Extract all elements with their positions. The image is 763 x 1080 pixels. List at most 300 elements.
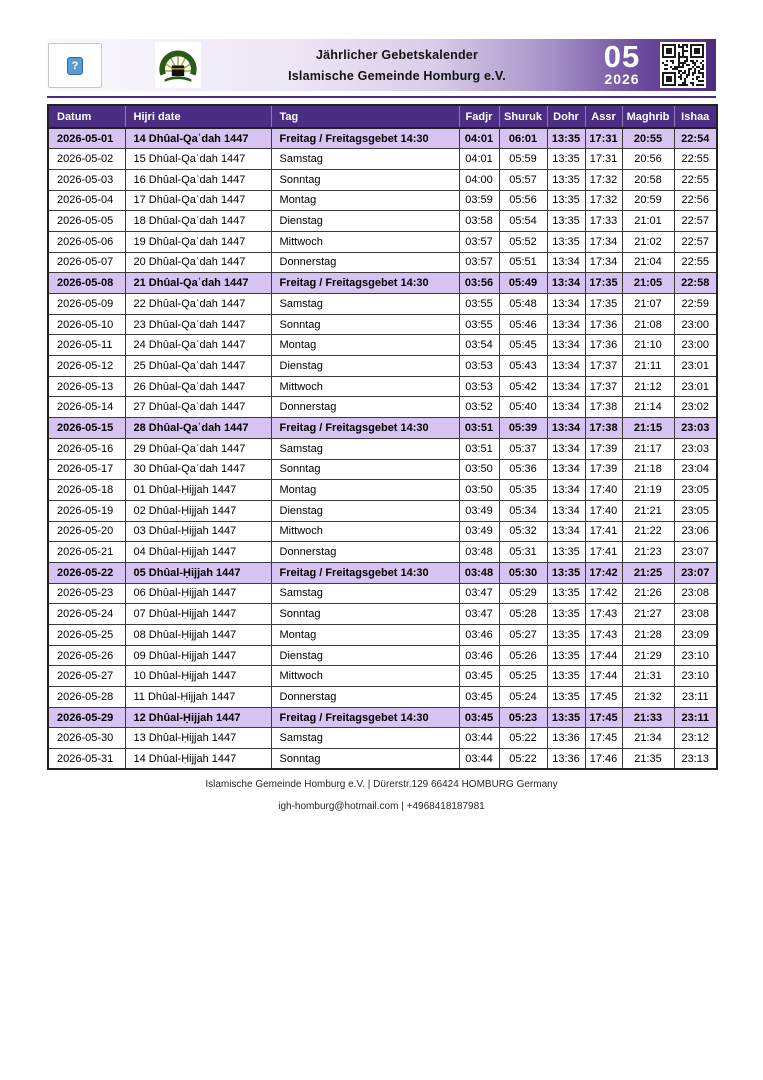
- cell-assr: 17:33: [585, 211, 622, 232]
- cell-maghrib: 21:11: [622, 356, 674, 377]
- cell-shuruk: 05:30: [499, 562, 547, 583]
- cell-dohr: 13:35: [547, 707, 585, 728]
- cell-datum: 2026-05-05: [48, 211, 125, 232]
- cell-maghrib: 21:35: [622, 749, 674, 770]
- cell-shuruk: 05:23: [499, 707, 547, 728]
- header-band: [47, 39, 716, 91]
- cell-shuruk: 05:54: [499, 211, 547, 232]
- mosque-logo-icon: [156, 43, 200, 87]
- year-number: 2026: [604, 71, 640, 87]
- cell-hijri: 06 Dhûal-Ḥijjah 1447: [125, 583, 271, 604]
- cell-ishaa: 23:08: [674, 604, 717, 625]
- cell-ishaa: 23:12: [674, 728, 717, 749]
- cell-fadjr: 03:56: [459, 273, 499, 294]
- cell-hijri: 22 Dhûal-Qaʿdah 1447: [125, 294, 271, 315]
- table-row: [48, 314, 717, 335]
- cell-fadjr: 03:51: [459, 438, 499, 459]
- cell-maghrib: 21:01: [622, 211, 674, 232]
- cell-tag: Freitag / Freitagsgebet 14:30: [271, 707, 459, 728]
- cell-fadjr: 04:01: [459, 128, 499, 149]
- cell-dohr: 13:34: [547, 480, 585, 501]
- cell-assr: 17:37: [585, 376, 622, 397]
- cell-hijri: 08 Dhûal-Ḥijjah 1447: [125, 625, 271, 646]
- cell-tag: Sonntag: [271, 314, 459, 335]
- cell-datum: 2026-05-13: [48, 376, 125, 397]
- cell-ishaa: 23:06: [674, 521, 717, 542]
- cell-tag: Freitag / Freitagsgebet 14:30: [271, 273, 459, 294]
- cell-shuruk: 05:25: [499, 666, 547, 687]
- table-row: [48, 728, 717, 749]
- cell-fadjr: 03:44: [459, 749, 499, 770]
- cell-fadjr: 03:53: [459, 376, 499, 397]
- table-row: [48, 397, 717, 418]
- cell-tag: Samstag: [271, 438, 459, 459]
- header-titles: [207, 39, 587, 91]
- cell-datum: 2026-05-21: [48, 542, 125, 563]
- cell-assr: 17:44: [585, 666, 622, 687]
- table-row: [48, 459, 717, 480]
- cell-datum: 2026-05-25: [48, 625, 125, 646]
- cell-datum: 2026-05-04: [48, 190, 125, 211]
- table-row: [48, 211, 717, 232]
- cell-ishaa: 23:05: [674, 480, 717, 501]
- cell-shuruk: 05:46: [499, 314, 547, 335]
- cell-tag: Freitag / Freitagsgebet 14:30: [271, 418, 459, 439]
- cell-hijri: 17 Dhûal-Qaʿdah 1447: [125, 190, 271, 211]
- cell-fadjr: 04:01: [459, 149, 499, 170]
- cell-fadjr: 03:55: [459, 294, 499, 315]
- cell-datum: 2026-05-26: [48, 645, 125, 666]
- cell-dohr: 13:34: [547, 252, 585, 273]
- table-row: [48, 645, 717, 666]
- cell-maghrib: 21:33: [622, 707, 674, 728]
- cell-dohr: 13:34: [547, 500, 585, 521]
- table-row: [48, 169, 717, 190]
- footer-address: Islamische Gemeinde Homburg e.V. | Dürerstr.129 66424 HOMBURG Germany: [205, 779, 558, 790]
- cell-dohr: 13:35: [547, 149, 585, 170]
- cell-fadjr: 03:44: [459, 728, 499, 749]
- table-row: [48, 583, 717, 604]
- cell-fadjr: 03:45: [459, 666, 499, 687]
- page-footer: [0, 779, 763, 812]
- cell-hijri: 23 Dhûal-Qaʿdah 1447: [125, 314, 271, 335]
- cell-shuruk: 05:37: [499, 438, 547, 459]
- cell-assr: 17:37: [585, 356, 622, 377]
- cell-maghrib: 21:25: [622, 562, 674, 583]
- cell-shuruk: 05:59: [499, 149, 547, 170]
- cell-ishaa: 22:55: [674, 252, 717, 273]
- cell-datum: 2026-05-23: [48, 583, 125, 604]
- missing-image-placeholder: [48, 43, 102, 88]
- header-divider: [47, 96, 716, 98]
- cell-fadjr: 03:45: [459, 687, 499, 708]
- cell-ishaa: 23:11: [674, 687, 717, 708]
- cell-shuruk: 05:56: [499, 190, 547, 211]
- cell-ishaa: 23:11: [674, 707, 717, 728]
- cell-shuruk: 05:49: [499, 273, 547, 294]
- cell-ishaa: 23:02: [674, 397, 717, 418]
- col-header-ishaa: Ishaa: [674, 105, 717, 128]
- cell-dohr: 13:34: [547, 356, 585, 377]
- cell-assr: 17:43: [585, 625, 622, 646]
- cell-fadjr: 04:00: [459, 169, 499, 190]
- cell-tag: Sonntag: [271, 604, 459, 625]
- cell-dohr: 13:35: [547, 604, 585, 625]
- cell-maghrib: 20:55: [622, 128, 674, 149]
- cell-hijri: 24 Dhûal-Qaʿdah 1447: [125, 335, 271, 356]
- cell-dohr: 13:34: [547, 376, 585, 397]
- cell-shuruk: 05:22: [499, 749, 547, 770]
- cell-dohr: 13:36: [547, 749, 585, 770]
- cell-hijri: 12 Dhûal-Ḥijjah 1447: [125, 707, 271, 728]
- cell-maghrib: 21:04: [622, 252, 674, 273]
- cell-tag: Samstag: [271, 583, 459, 604]
- cell-shuruk: 05:31: [499, 542, 547, 563]
- cell-ishaa: 22:55: [674, 169, 717, 190]
- cell-hijri: 29 Dhûal-Qaʿdah 1447: [125, 438, 271, 459]
- cell-ishaa: 23:05: [674, 500, 717, 521]
- cell-maghrib: 21:19: [622, 480, 674, 501]
- prayer-times-table: [47, 104, 718, 770]
- cell-tag: Samstag: [271, 149, 459, 170]
- cell-dohr: 13:34: [547, 294, 585, 315]
- cell-dohr: 13:34: [547, 459, 585, 480]
- cell-tag: Dienstag: [271, 500, 459, 521]
- cell-tag: Dienstag: [271, 645, 459, 666]
- table-header-row: [48, 105, 717, 128]
- cell-assr: 17:41: [585, 521, 622, 542]
- cell-tag: Dienstag: [271, 356, 459, 377]
- cell-datum: 2026-05-18: [48, 480, 125, 501]
- table-row: [48, 149, 717, 170]
- cell-hijri: 01 Dhûal-Ḥijjah 1447: [125, 480, 271, 501]
- cell-fadjr: 03:46: [459, 625, 499, 646]
- col-header-dohr: Dohr: [547, 105, 585, 128]
- cell-fadjr: 03:51: [459, 418, 499, 439]
- cell-dohr: 13:35: [547, 666, 585, 687]
- cell-maghrib: 21:18: [622, 459, 674, 480]
- cell-maghrib: 21:07: [622, 294, 674, 315]
- cell-ishaa: 23:08: [674, 583, 717, 604]
- cell-tag: Mittwoch: [271, 231, 459, 252]
- cell-assr: 17:38: [585, 397, 622, 418]
- cell-maghrib: 21:02: [622, 231, 674, 252]
- cell-shuruk: 05:57: [499, 169, 547, 190]
- cell-maghrib: 21:27: [622, 604, 674, 625]
- cell-fadjr: 03:45: [459, 707, 499, 728]
- cell-ishaa: 22:59: [674, 294, 717, 315]
- cell-shuruk: 05:28: [499, 604, 547, 625]
- prayer-table-body: [48, 128, 717, 769]
- table-row: [48, 687, 717, 708]
- cell-ishaa: 23:13: [674, 749, 717, 770]
- cell-datum: 2026-05-28: [48, 687, 125, 708]
- cell-maghrib: 20:59: [622, 190, 674, 211]
- cell-ishaa: 23:07: [674, 542, 717, 563]
- table-row: [48, 666, 717, 687]
- table-row: [48, 521, 717, 542]
- cell-dohr: 13:35: [547, 583, 585, 604]
- cell-hijri: 15 Dhûal-Qaʿdah 1447: [125, 149, 271, 170]
- table-row: [48, 562, 717, 583]
- cell-maghrib: 21:15: [622, 418, 674, 439]
- cell-maghrib: 21:23: [622, 542, 674, 563]
- cell-assr: 17:43: [585, 604, 622, 625]
- cell-dohr: 13:34: [547, 335, 585, 356]
- cell-assr: 17:45: [585, 687, 622, 708]
- cell-dohr: 13:35: [547, 128, 585, 149]
- cell-hijri: 11 Dhûal-Ḥijjah 1447: [125, 687, 271, 708]
- cell-tag: Mittwoch: [271, 666, 459, 687]
- table-row: [48, 500, 717, 521]
- cell-tag: Dienstag: [271, 211, 459, 232]
- cell-datum: 2026-05-30: [48, 728, 125, 749]
- cell-fadjr: 03:47: [459, 604, 499, 625]
- cell-shuruk: 05:40: [499, 397, 547, 418]
- cell-ishaa: 23:10: [674, 666, 717, 687]
- cell-tag: Montag: [271, 190, 459, 211]
- cell-maghrib: 21:21: [622, 500, 674, 521]
- cell-assr: 17:42: [585, 562, 622, 583]
- cell-fadjr: 03:58: [459, 211, 499, 232]
- cell-tag: Mittwoch: [271, 521, 459, 542]
- cell-shuruk: 05:45: [499, 335, 547, 356]
- cell-datum: 2026-05-17: [48, 459, 125, 480]
- cell-assr: 17:35: [585, 273, 622, 294]
- table-row: [48, 294, 717, 315]
- cell-dohr: 13:34: [547, 438, 585, 459]
- cell-dohr: 13:34: [547, 273, 585, 294]
- cell-datum: 2026-05-12: [48, 356, 125, 377]
- col-header-assr: Assr: [585, 105, 622, 128]
- col-header-maghrib: Maghrib: [622, 105, 674, 128]
- cell-hijri: 09 Dhûal-Ḥijjah 1447: [125, 645, 271, 666]
- cell-fadjr: 03:48: [459, 542, 499, 563]
- cell-tag: Donnerstag: [271, 542, 459, 563]
- cell-hijri: 14 Dhûal-Qaʿdah 1447: [125, 128, 271, 149]
- cell-datum: 2026-05-11: [48, 335, 125, 356]
- cell-datum: 2026-05-08: [48, 273, 125, 294]
- cell-fadjr: 03:54: [459, 335, 499, 356]
- cell-assr: 17:36: [585, 314, 622, 335]
- cell-shuruk: 05:51: [499, 252, 547, 273]
- cell-assr: 17:42: [585, 583, 622, 604]
- cell-datum: 2026-05-31: [48, 749, 125, 770]
- table-row: [48, 376, 717, 397]
- cell-fadjr: 03:46: [459, 645, 499, 666]
- table-row: [48, 335, 717, 356]
- cell-assr: 17:32: [585, 190, 622, 211]
- cell-dohr: 13:34: [547, 314, 585, 335]
- cell-fadjr: 03:50: [459, 459, 499, 480]
- mosque-logo: [155, 42, 201, 88]
- cell-ishaa: 23:04: [674, 459, 717, 480]
- cell-maghrib: 21:32: [622, 687, 674, 708]
- table-row: [48, 438, 717, 459]
- cell-tag: Freitag / Freitagsgebet 14:30: [271, 562, 459, 583]
- cell-datum: 2026-05-03: [48, 169, 125, 190]
- cell-maghrib: 21:31: [622, 666, 674, 687]
- cell-datum: 2026-05-02: [48, 149, 125, 170]
- cell-ishaa: 23:00: [674, 314, 717, 335]
- table-row: [48, 190, 717, 211]
- cell-assr: 17:44: [585, 645, 622, 666]
- cell-shuruk: 05:22: [499, 728, 547, 749]
- table-row: [48, 542, 717, 563]
- cell-datum: 2026-05-27: [48, 666, 125, 687]
- col-header-datum: Datum: [48, 105, 125, 128]
- organization-name: Islamische Gemeinde Homburg e.V.: [288, 68, 506, 83]
- cell-datum: 2026-05-16: [48, 438, 125, 459]
- cell-datum: 2026-05-01: [48, 128, 125, 149]
- cell-datum: 2026-05-14: [48, 397, 125, 418]
- cell-hijri: 07 Dhûal-Ḥijjah 1447: [125, 604, 271, 625]
- cell-shuruk: 05:36: [499, 459, 547, 480]
- cell-hijri: 04 Dhûal-Ḥijjah 1447: [125, 542, 271, 563]
- cell-hijri: 27 Dhûal-Qaʿdah 1447: [125, 397, 271, 418]
- cell-ishaa: 22:58: [674, 273, 717, 294]
- cell-maghrib: 21:12: [622, 376, 674, 397]
- cell-tag: Donnerstag: [271, 687, 459, 708]
- table-row: [48, 604, 717, 625]
- month-number: 05: [603, 39, 641, 74]
- cell-hijri: 18 Dhûal-Qaʿdah 1447: [125, 211, 271, 232]
- cell-hijri: 10 Dhûal-Ḥijjah 1447: [125, 666, 271, 687]
- cell-datum: 2026-05-22: [48, 562, 125, 583]
- cell-hijri: 03 Dhûal-Ḥijjah 1447: [125, 521, 271, 542]
- col-header-fadjr: Fadjr: [459, 105, 499, 128]
- cell-assr: 17:41: [585, 542, 622, 563]
- cell-shuruk: 05:27: [499, 625, 547, 646]
- cell-tag: Samstag: [271, 728, 459, 749]
- cell-datum: 2026-05-29: [48, 707, 125, 728]
- cell-shuruk: 06:01: [499, 128, 547, 149]
- cell-shuruk: 05:39: [499, 418, 547, 439]
- cell-tag: Mittwoch: [271, 376, 459, 397]
- cell-assr: 17:34: [585, 252, 622, 273]
- table-header: [48, 105, 717, 128]
- cell-shuruk: 05:48: [499, 294, 547, 315]
- cell-dohr: 13:35: [547, 169, 585, 190]
- cell-datum: 2026-05-07: [48, 252, 125, 273]
- cell-assr: 17:45: [585, 728, 622, 749]
- cell-shuruk: 05:26: [499, 645, 547, 666]
- cell-maghrib: 21:26: [622, 583, 674, 604]
- cell-ishaa: 22:55: [674, 149, 717, 170]
- cell-fadjr: 03:47: [459, 583, 499, 604]
- cell-hijri: 25 Dhûal-Qaʿdah 1447: [125, 356, 271, 377]
- cell-tag: Sonntag: [271, 749, 459, 770]
- col-header-tag: Tag: [271, 105, 459, 128]
- cell-assr: 17:36: [585, 335, 622, 356]
- cell-maghrib: 21:05: [622, 273, 674, 294]
- cell-maghrib: 21:08: [622, 314, 674, 335]
- page-title: Jährlicher Gebetskalender: [315, 47, 479, 62]
- cell-ishaa: 23:09: [674, 625, 717, 646]
- cell-assr: 17:40: [585, 500, 622, 521]
- cell-shuruk: 05:24: [499, 687, 547, 708]
- table-row: [48, 707, 717, 728]
- cell-hijri: 05 Dhûal-Ḥijjah 1447: [125, 562, 271, 583]
- cell-ishaa: 22:56: [674, 190, 717, 211]
- cell-assr: 17:31: [585, 128, 622, 149]
- cell-dohr: 13:35: [547, 687, 585, 708]
- cell-tag: Freitag / Freitagsgebet 14:30: [271, 128, 459, 149]
- cell-datum: 2026-05-15: [48, 418, 125, 439]
- cell-assr: 17:32: [585, 169, 622, 190]
- cell-assr: 17:45: [585, 707, 622, 728]
- cell-maghrib: 20:58: [622, 169, 674, 190]
- cell-tag: Montag: [271, 625, 459, 646]
- cell-maghrib: 21:22: [622, 521, 674, 542]
- cell-fadjr: 03:48: [459, 562, 499, 583]
- cell-shuruk: 05:29: [499, 583, 547, 604]
- cell-assr: 17:40: [585, 480, 622, 501]
- cell-maghrib: 21:10: [622, 335, 674, 356]
- cell-dohr: 13:35: [547, 625, 585, 646]
- col-header-shuruk: Shuruk: [499, 105, 547, 128]
- cell-datum: 2026-05-06: [48, 231, 125, 252]
- cell-assr: 17:34: [585, 231, 622, 252]
- cell-tag: Montag: [271, 335, 459, 356]
- cell-maghrib: 20:56: [622, 149, 674, 170]
- cell-assr: 17:38: [585, 418, 622, 439]
- table-row: [48, 231, 717, 252]
- qr-code: [660, 42, 706, 88]
- table-row: [48, 625, 717, 646]
- cell-dohr: 13:35: [547, 190, 585, 211]
- cell-tag: Sonntag: [271, 169, 459, 190]
- cell-dohr: 13:34: [547, 521, 585, 542]
- cell-dohr: 13:36: [547, 728, 585, 749]
- cell-hijri: 28 Dhûal-Qaʿdah 1447: [125, 418, 271, 439]
- cell-hijri: 16 Dhûal-Qaʿdah 1447: [125, 169, 271, 190]
- cell-datum: 2026-05-09: [48, 294, 125, 315]
- cell-datum: 2026-05-10: [48, 314, 125, 335]
- cell-ishaa: 22:54: [674, 128, 717, 149]
- cell-hijri: 26 Dhûal-Qaʿdah 1447: [125, 376, 271, 397]
- cell-assr: 17:39: [585, 438, 622, 459]
- cell-shuruk: 05:32: [499, 521, 547, 542]
- cell-hijri: 21 Dhûal-Qaʿdah 1447: [125, 273, 271, 294]
- cell-assr: 17:35: [585, 294, 622, 315]
- cell-maghrib: 21:28: [622, 625, 674, 646]
- col-header-hijri: Hijri date: [125, 105, 271, 128]
- cell-fadjr: 03:53: [459, 356, 499, 377]
- cell-dohr: 13:35: [547, 542, 585, 563]
- cell-shuruk: 05:35: [499, 480, 547, 501]
- cell-shuruk: 05:34: [499, 500, 547, 521]
- cell-datum: 2026-05-19: [48, 500, 125, 521]
- cell-fadjr: 03:55: [459, 314, 499, 335]
- footer-contact: igh-homburg@hotmail.com | +4968418187981: [278, 801, 485, 812]
- cell-ishaa: 23:00: [674, 335, 717, 356]
- cell-assr: 17:46: [585, 749, 622, 770]
- cell-dohr: 13:34: [547, 418, 585, 439]
- cell-ishaa: 22:57: [674, 211, 717, 232]
- cell-ishaa: 22:57: [674, 231, 717, 252]
- cell-tag: Donnerstag: [271, 252, 459, 273]
- table-row: [48, 252, 717, 273]
- cell-dohr: 13:35: [547, 211, 585, 232]
- cell-hijri: 14 Dhûal-Ḥijjah 1447: [125, 749, 271, 770]
- cell-shuruk: 05:43: [499, 356, 547, 377]
- cell-fadjr: 03:50: [459, 480, 499, 501]
- cell-ishaa: 23:01: [674, 356, 717, 377]
- cell-tag: Montag: [271, 480, 459, 501]
- cell-fadjr: 03:49: [459, 521, 499, 542]
- cell-dohr: 13:35: [547, 645, 585, 666]
